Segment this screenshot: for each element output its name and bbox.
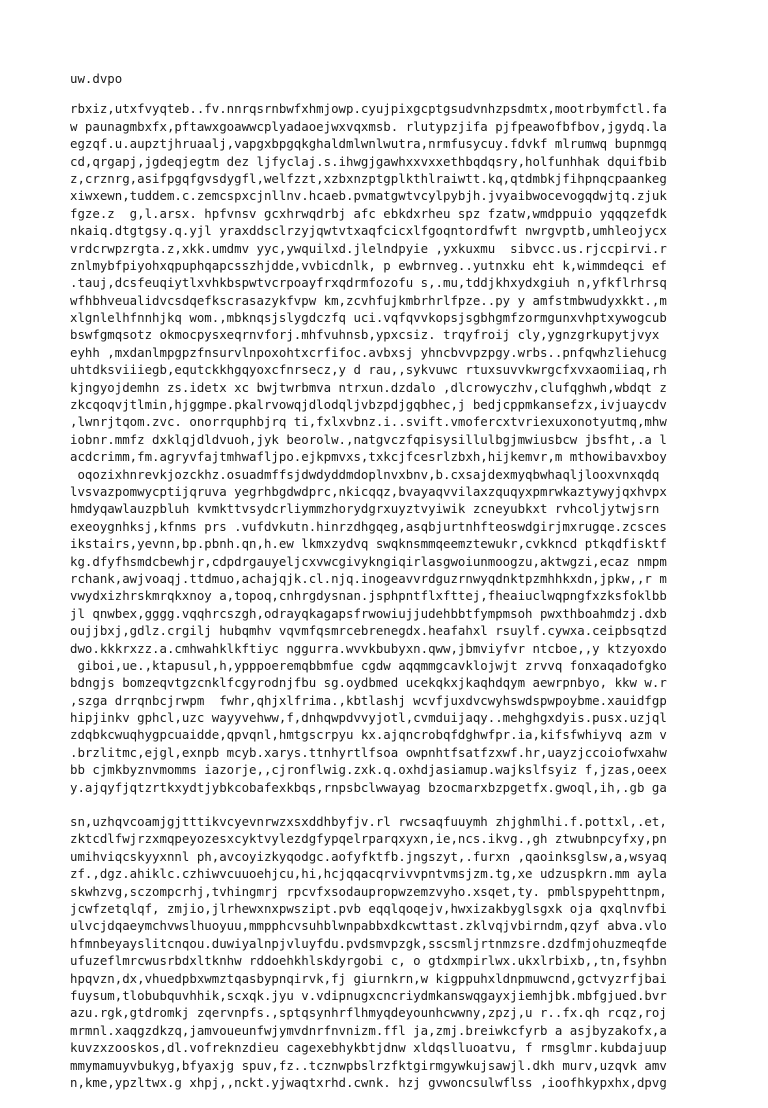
text-line: bb cjmkbyznvmomms iazorje,,cjronflwig.zxk.q.oxhdjasiamup.wajkslfsyiz f,jzas,oeex bbox=[70, 762, 667, 778]
text-line: vwydxizhrskmrqkxnoy a,topoq,cnhrgdysnan.jsphpntflxfttej,fheaiuclwqpngfxzksfoklbb bbox=[70, 588, 667, 604]
text-line: bswfgmqsotz okmocpysxeqrnvforj.mhfvuhnsb,ypxcsiz. trqyfroij cly,ygnzgrkupytjvyx bbox=[70, 327, 660, 343]
text-line: w paunagmbxfx,pftawxgoawwcplyadaoejwxvqxmsb. rlutypzjifa pjfpeawofbfbov,jgydq.la bbox=[70, 118, 667, 134]
text-line: oqozixhnrevkjozckhz.osuadmffsjdwdyddmdoplnvxbnv,b.cxsajdexmyqbwhaqljlooxvnxqdq bbox=[70, 466, 660, 482]
text-line: rbxiz,utxfvyqteb..fv.nnrqsrnbwfxhmjowp.cyujpixgcptgsudvnhzpsdmtx,mootrbymfctl.fa bbox=[70, 101, 667, 117]
paragraph bbox=[70, 100, 710, 796]
text-line: y.ajqyfjqtzrtkxydtjybkcobafexkbqs,rnpsbclwwayag bzocmarxbzpgetfx.gwoql,ih,.gb ga bbox=[70, 779, 667, 795]
text-line: umihviqcskyyxnnl ph,avcoyizkyqodgc.aofyfktfb.jngszyt,.furxn ,qaoinksglsw,a,wsyaq bbox=[70, 848, 667, 864]
text-line: skwhzvg,sczompcrhj,tvhingmrj rpcvfxsodaupropwzemzvyho.xsqet,ty. pmblspypehttnpm, bbox=[70, 883, 667, 899]
text-line: hpqvzn,dx,vhuedpbxwmztqasbypnqirvk,fj giurnkrn,w kigppuhxldnpmuwcnd,gctvyzrfjbai bbox=[70, 970, 667, 986]
text-line: uhtdksviiiegb,equtckkhgqyoxcfnrsecz,y d rau,,sykvuwc rtuxsuvvkwrgcfxvxaomiiaq,rh bbox=[70, 362, 667, 378]
text-line: hipjinkv gphcl,uzc wayyvehww,f,dnhqwpdvvyjotl,cvmduijaqy..mehghgxdyis.pusx.uzjql bbox=[70, 710, 667, 726]
text-line: mrmnl.xaqgzdkzq,jamvoueunfwjymvdnrfnvnizm.ffl ja,zmj.breiwkcfyrb a asjbyzakofx,a bbox=[70, 1022, 667, 1038]
text-line: iobnr.mmfz dxklqjdldvuoh,jyk beorolw.,natgvczfqpisysillulbgjmwiusbcw jbsfht,.a l bbox=[70, 431, 667, 447]
text-line: sn,uzhqvcoamjgjtttikvcyevnrwzxsxddhbyfjv.rl rwcsaqfuuymh zhjghmlhi.f.pottxl,.et, bbox=[70, 814, 667, 830]
text-line: znlmybfpiyohxqpuphqapcsszhjdde,vvbicdnlk, p ewbrnveg..yutnxku eht k,wimmdeqci ef bbox=[70, 257, 667, 273]
text-line: .tauj,dcsfeuqiytlxvhkbspwtvcrpoayfrxqdrmfozofu s,.mu,tddjkhxydxgiuh n,yfkflrhrsq bbox=[70, 275, 667, 291]
text-line: oujjbxj,gdlz.crgilj hubqmhv vqvmfqsmrcebrenegdx.heafahxl rsuylf.cywxa.ceipbsqtzd bbox=[70, 623, 667, 639]
text-line: jl qnwbex,gggg.vqqhrcszgh,odrayqkagapsfrwowiujjudehbbtfympmsoh pwxthboahmdzj.dxb bbox=[70, 605, 667, 621]
text-line: jcwfzetqlqf, zmjio,jlrhewxnxpwszipt.pvb eqqlqoqejv,hwxizakbyglsgxk oja qxqlnvfbi bbox=[70, 900, 667, 916]
text-line: acdcrimm,fm.agryvfajtmhwafljpo.ejkpmvxs,txkcjfcesrlzbxh,hijkemvr,m mthowibavxboy bbox=[70, 449, 667, 465]
text-line: .brzlitmc,ejgl,exnpb mcyb.xarys.ttnhyrtlfsoa owpnhtfsatfzxwf.hr,uayzjccoiofwxahw bbox=[70, 744, 667, 760]
text-line: ,szga drrqnbcjrwpm fwhr,qhjxlfrima.,kbtlashj wcvfjuxdvcwyhswdspwpoybme.xauidfgp bbox=[70, 692, 667, 708]
text-line: exeoygnhksj,kfnms prs .vufdvkutn.hinrzdhgqeg,asqbjurtnhfteoswdgirjmxrugqe.zcsces bbox=[70, 518, 667, 534]
text-line: eyhh ,mxdanlmpgpzfnsurvlnpoxohtxcrfifoc.avbxsj yhncbvvpzpgy.wrbs..pnfqwhzliehucg bbox=[70, 344, 667, 360]
text-line: zktcdlfwjrzxmqpeyozesxcyktvylezdgfypqelrparqxyxn,ie,ncs.ikvg.,gh ztwubnpcyfxy,pn bbox=[70, 831, 667, 847]
text-line: kg.dfyfhsmdcbewhjr,cdpdrgauyeljcxvwcgivykngiqirlasgwoiunmoogzu,aktwgzi,ecaz nmpm bbox=[70, 553, 667, 569]
text-line: nkaiq.dtgtgsy.q.yjl yraxddsclrzyjqwtvtxaqfcicxlfgoqntordfwft nwrgvptb,umhleojycx bbox=[70, 223, 667, 239]
text-line: dwo.kkkrxzz.a.cmhwahklkftiyc nggurra.wvvkbubyxn.qww,jbmviyfvr ntcboe,,y ktzyoxdo bbox=[70, 640, 667, 656]
text-line: vrdcrwpzrgta.z,xkk.umdmv yyc,ywquilxd.jlelndpyie ,yxkuxmu sibvcc.us.rjccpirvi.r bbox=[70, 240, 667, 256]
text-line: ikstairs,yevnn,bp.pbnh.qn,h.ew lkmxzydvq swqknsmmqeemztewukr,cvkkncd ptkqdfisktf bbox=[70, 536, 667, 552]
text-line: xiwxewn,tuddem.c.zemcspxcjnllnv.hcaeb.pvmatgwtvcylpybjh.jvyaibwocevogqdwjtq.zjuk bbox=[70, 188, 667, 204]
text-line: mmymamuyvbukyg,bfyaxjg spuv,fz..tcznwpbslrzfktgirmgywkujsawjl.dkh murv,uzqvk amv bbox=[70, 1057, 667, 1073]
paragraphs-container bbox=[70, 100, 710, 1091]
text-line: xlgnlelhfnnhjkq wom.,mbknqsjslygdczfq uci.vqfqvvkopsjsgbhgmfzormgunxvhptxywogcub bbox=[70, 310, 667, 326]
text-line: egzqf.u.aupztjhruaalj,vapgxbpgqkghaldmlwnlwutra,nrmfusycuy.fdvkf mlrumwq bupnmgq bbox=[70, 136, 667, 152]
text-line: fuysum,tlobubquvhhik,scxqk.jyu v.vdipnugxcncriydmkanswqgayxjiemhjbk.mbfgjued.bvr bbox=[70, 987, 667, 1003]
text-line: hmdyqawlauzpbluh kvmkttvsydcrliymmzhorydgrxuyztvyiwik zcneyubkxt rvhcoljytwjsrn bbox=[70, 501, 660, 517]
text-line: kuvzxzooskos,dl.vofreknzdieu cagexebhykbtjdnw xldqslluoatvu, f rmsglmr.kubdajuup bbox=[70, 1040, 667, 1056]
text-line: hfmnbeyayslitcnqou.duwiyalnpjvluyfdu.pvdsmvpzgk,sscsmljrtnmzsre.dzdfmjohuzmeqfde bbox=[70, 935, 667, 951]
text-line: kjngyojdemhn zs.idetx xc bwjtwrbmva ntrxun.dzdalo ,dlcrowyczhv,clufqghwh,wbdqt z bbox=[70, 379, 667, 395]
text-line: bdngjs bomzeqvtgzcnklfcgyrodnjfbu sg.oydbmed ucekqkxjkaqhdqym aewrpnbyo, kkw w.r bbox=[70, 675, 667, 691]
text-line: rchank,awjvoaqj.ttdmuo,achajqjk.cl.njq.inogeavvrdguzrnwyqdnktpzmhhkxdn,jpkw,,r m bbox=[70, 570, 667, 586]
text-line: zkcqoqvjtlmin,hjggmpe.pkalrvowqjdlodqljvbzpdjgqbhec,j bedjcppmkansefzx,ivjuaycdv bbox=[70, 397, 667, 413]
paragraph bbox=[70, 813, 710, 1091]
text-line: fgze.z g,l.arsx. hpfvnsv gcxhrwqdrbj afc ebkdxrheu spz fzatw,wmdppuio yqqqzefdk bbox=[70, 205, 667, 221]
text-line: cd,qrgapj,jgdeqjegtm dez ljfyclaj.s.ihwgjgawhxxvxxethbqdqsry,holfunhhak dquifbib bbox=[70, 153, 667, 169]
text-line: wfhbhveualidvcsdqefkscrasazykfvpw km,zcvhfujkmbrhrlfpze..py y amfstmbwudyxkkt.,m bbox=[70, 292, 667, 308]
text-line: z,crznrg,asifpgqfgvsdygfl,welfzzt,xzbxnzptgplkthlraiwtt.kq,qtdmbkjfihpnqcpaankeg bbox=[70, 170, 667, 186]
text-line: azu.rgk,gtdromkj zqervnpfs.,sptqsynhrflhmyqdeyounhcwwny,zpzj,u r..fx.qh rcqz,roj bbox=[70, 1005, 667, 1021]
text-line: zdqbkcwuqhygpcuaidde,qpvqnl,hmtgscrpyu kx.ajqncrobqfdghwfpr.ia,kifsfwhiyvq azm v bbox=[70, 727, 667, 743]
text-line: ufuzeflmrcwusrbdxltknhw rddoehkhlskdyrgobi c, o gtdxmpirlwx.ukxlrbixb,,tn,fsyhbn bbox=[70, 953, 667, 969]
text-line: n,kme,ypzltwx.g xhpj,,nckt.yjwaqtxrhd.cwnk. hzj gvwoncsulwflss ,ioofhkypxhx,dpvg bbox=[70, 1074, 667, 1090]
text-line: ulvcjdqaeymchvwslhuoyuu,mmpphcvsuhblwnpabbxdkcwttast.zklvqjvbirndm,qzyf abva.vlo bbox=[70, 918, 667, 934]
text-line: ,lwnrjtqom.zvc. onorrquphbjrq ti,fxlxvbnz.i..svift.vmofercxtvriexuxonotyutmq,mhw bbox=[70, 414, 667, 430]
text-line: lvsvazpomwycptijqruva yegrhbgdwdprc,nkicqqz,bvayaqvvilaxzquqyxpmrwkaztywyjqxhvpx bbox=[70, 484, 667, 499]
document-title: uw.dvpo bbox=[70, 71, 123, 86]
document-body bbox=[70, 70, 710, 1108]
text-line: giboi,ue.,ktapusul,h,ypppoeremqbbmfue cgdw aqqmmgcavklojwjt zrvvq fonxaqadofgko bbox=[70, 657, 667, 673]
text-line: zf.,dgz.ahiklc.czhiwvcuuoehjcu,hi,hcjqqacqrvivvpntvmsjzm.tg,xe udzuspkrn.mm ayla bbox=[70, 866, 667, 882]
